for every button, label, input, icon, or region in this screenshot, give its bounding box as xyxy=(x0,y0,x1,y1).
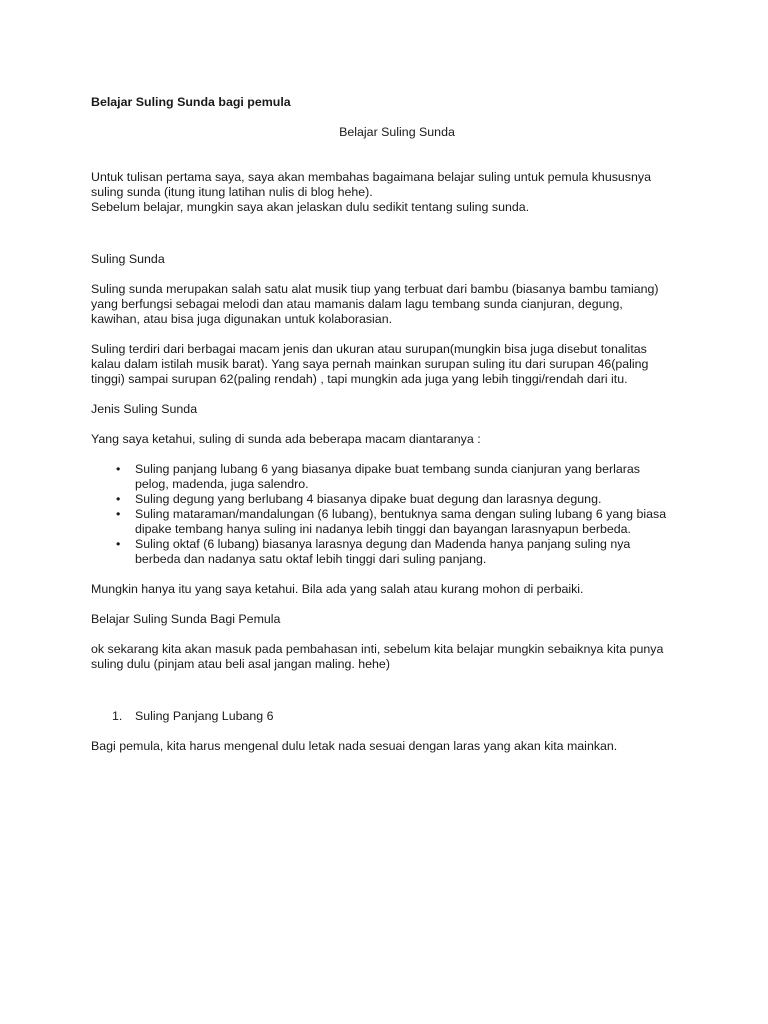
paragraph-line: Suling sunda merupakan salah satu alat musik tiup yang terbuat dari bambu (biasanya bambu tamiang) xyxy=(91,282,659,296)
list-item xyxy=(91,537,691,567)
belajar-numbered-list xyxy=(91,709,691,724)
paragraph-line: kalau dalam istilah musik barat). Yang saya pernah mainkan surupan suling itu dari surupan 46(paling xyxy=(91,357,649,371)
jenis-closing: Mungkin hanya itu yang saya ketahui. Bila ada yang salah atau kurang mohon di perbaiki. xyxy=(91,582,584,596)
paragraph-line: yang berfungsi sebagai melodi dan atau mamanis dalam lagu tembang sunda cianjuran, degung, xyxy=(91,297,623,311)
list-item-line: Suling mataraman/mandalungan (6 lubang), bentuknya sama dengan suling lubang 6 yang biasa xyxy=(135,507,667,521)
suling-sunda-paragraph-2 xyxy=(91,342,691,387)
paragraph-line: ok sekarang kita akan masuk pada pembahasan inti, sebelum kita belajar mungkin sebaiknya kita punya xyxy=(91,642,664,656)
list-item xyxy=(91,507,691,537)
heading-belajar-pemula: Belajar Suling Sunda Bagi Pemula xyxy=(91,612,281,626)
list-item-line: Suling panjang lubang 6 yang biasanya dipake buat tembang sunda cianjuran yang berlaras xyxy=(135,462,640,476)
list-item-line: berbeda dan nadanya satu oktaf lebih tinggi dari suling panjang. xyxy=(135,552,487,566)
bullet-icon: • xyxy=(116,462,121,476)
jenis-bullet-list xyxy=(91,462,691,567)
jenis-intro: Yang saya ketahui, suling di sunda ada beberapa macam diantaranya : xyxy=(91,432,481,446)
heading-suling-sunda: Suling Sunda xyxy=(91,252,165,266)
intro-line: Untuk tulisan pertama saya, saya akan membahas bagaimana belajar suling untuk pemula khususnya xyxy=(91,170,651,184)
list-item-line: dipake tembang hanya suling ini nadanya lebih tinggi dan bayangan larasnyapun berbeda. xyxy=(135,522,632,536)
intro-line: suling sunda (itung itung latihan nulis di blog hehe). xyxy=(91,185,373,199)
belajar-paragraph-2: Bagi pemula, kita harus mengenal dulu letak nada sesuai dengan laras yang akan kita mainkan. xyxy=(91,739,618,753)
list-item-line: Suling degung yang berlubang 4 biasanya dipake buat degung dan larasnya degung. xyxy=(135,492,602,506)
document-title: Belajar Suling Sunda bagi pemula xyxy=(91,95,291,109)
bullet-icon: • xyxy=(116,492,121,506)
paragraph-line: Suling terdiri dari berbagai macam jenis dan ukuran atau surupan(mungkin bisa juga disebut tonalitas xyxy=(91,342,647,356)
suling-sunda-paragraph-1 xyxy=(91,282,691,327)
document-subtitle: Belajar Suling Sunda xyxy=(339,125,455,139)
intro-line: Sebelum belajar, mungkin saya akan jelaskan dulu sedikit tentang suling sunda. xyxy=(91,200,530,214)
numbered-item xyxy=(91,709,691,724)
intro-paragraph xyxy=(91,170,691,215)
paragraph-line: tinggi) sampai surupan 62(paling rendah) , tapi mungkin ada juga yang lebih tinggi/rendah dari itu. xyxy=(91,372,628,386)
list-item-line: pelog, madenda, juga salendro. xyxy=(135,477,309,491)
list-item-line: Suling oktaf (6 lubang) biasanya larasnya degung dan Madenda hanya panjang suling nya xyxy=(135,537,631,551)
list-item xyxy=(91,492,691,507)
belajar-paragraph-1 xyxy=(91,642,691,672)
bullet-icon: • xyxy=(116,507,121,521)
item-number: 1. xyxy=(112,709,123,723)
list-item xyxy=(91,462,691,492)
item-text: Suling Panjang Lubang 6 xyxy=(135,709,274,723)
heading-jenis-suling: Jenis Suling Sunda xyxy=(91,402,198,416)
paragraph-line: kawihan, atau bisa juga digunakan untuk kolaborasian. xyxy=(91,312,393,326)
bullet-icon: • xyxy=(116,537,121,551)
document-body xyxy=(91,95,691,754)
paragraph-line: suling dulu (pinjam atau beli asal jangan maling. hehe) xyxy=(91,657,390,671)
